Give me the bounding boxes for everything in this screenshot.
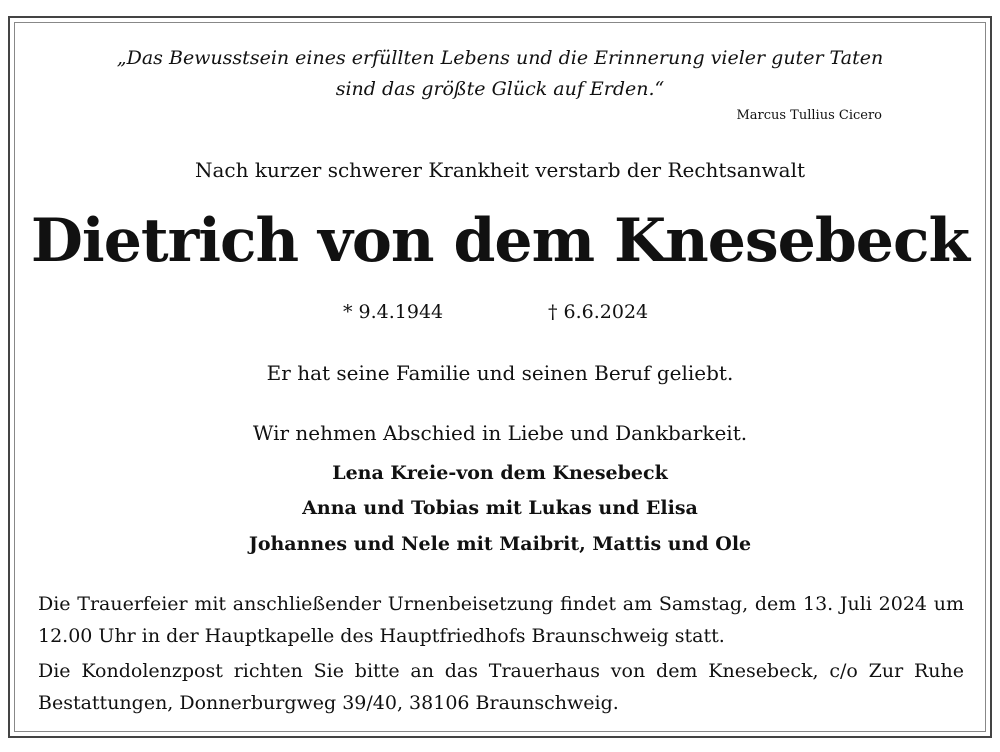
tribute-line: Er hat seine Familie und seinen Beruf geliebt. <box>266 361 734 385</box>
family-member-line: Anna und Tobias mit Lukas und Elisa <box>302 497 698 519</box>
quote-author: Marcus Tullius Cicero <box>736 108 882 123</box>
quote-line-1: „Das Bewusstsein eines erfüllten Lebens und die Erinnerung vieler guter Taten <box>116 47 884 69</box>
farewell-line: Wir nehmen Abschied in Liebe und Dankbarkeit. <box>252 421 748 445</box>
death-date: † 6.6.2024 <box>548 301 649 323</box>
quote-line-2: sind das größte Glück auf Erden.“ <box>335 78 665 100</box>
birth-date: * 9.4.1944 <box>343 301 444 323</box>
intro-text: Nach kurzer schwerer Krankheit verstarb der Rechtsanwalt <box>194 158 806 182</box>
family-member-line: Lena Kreie-von dem Knesebeck <box>332 462 668 484</box>
family-member-line: Johannes und Nele mit Maibrit, Mattis und Ole <box>248 533 752 555</box>
condolence-info: Die Kondolenzpost richten Sie bitte an das Trauerhaus von dem Knesebeck, c/o Zur Ruhe Bestattungen, Donnerburgweg 39/40, 38106 Braunschweig. <box>38 660 964 714</box>
deceased-name: Dietrich von dem Knesebeck <box>30 206 970 276</box>
funeral-info: Die Trauerfeier mit anschließender Urnenbeisetzung findet am Samstag, dem 13. Juli 2024 um 12.00 Uhr in der Hauptkapelle des Hauptfriedhofs Braunschweig statt. <box>38 593 964 647</box>
